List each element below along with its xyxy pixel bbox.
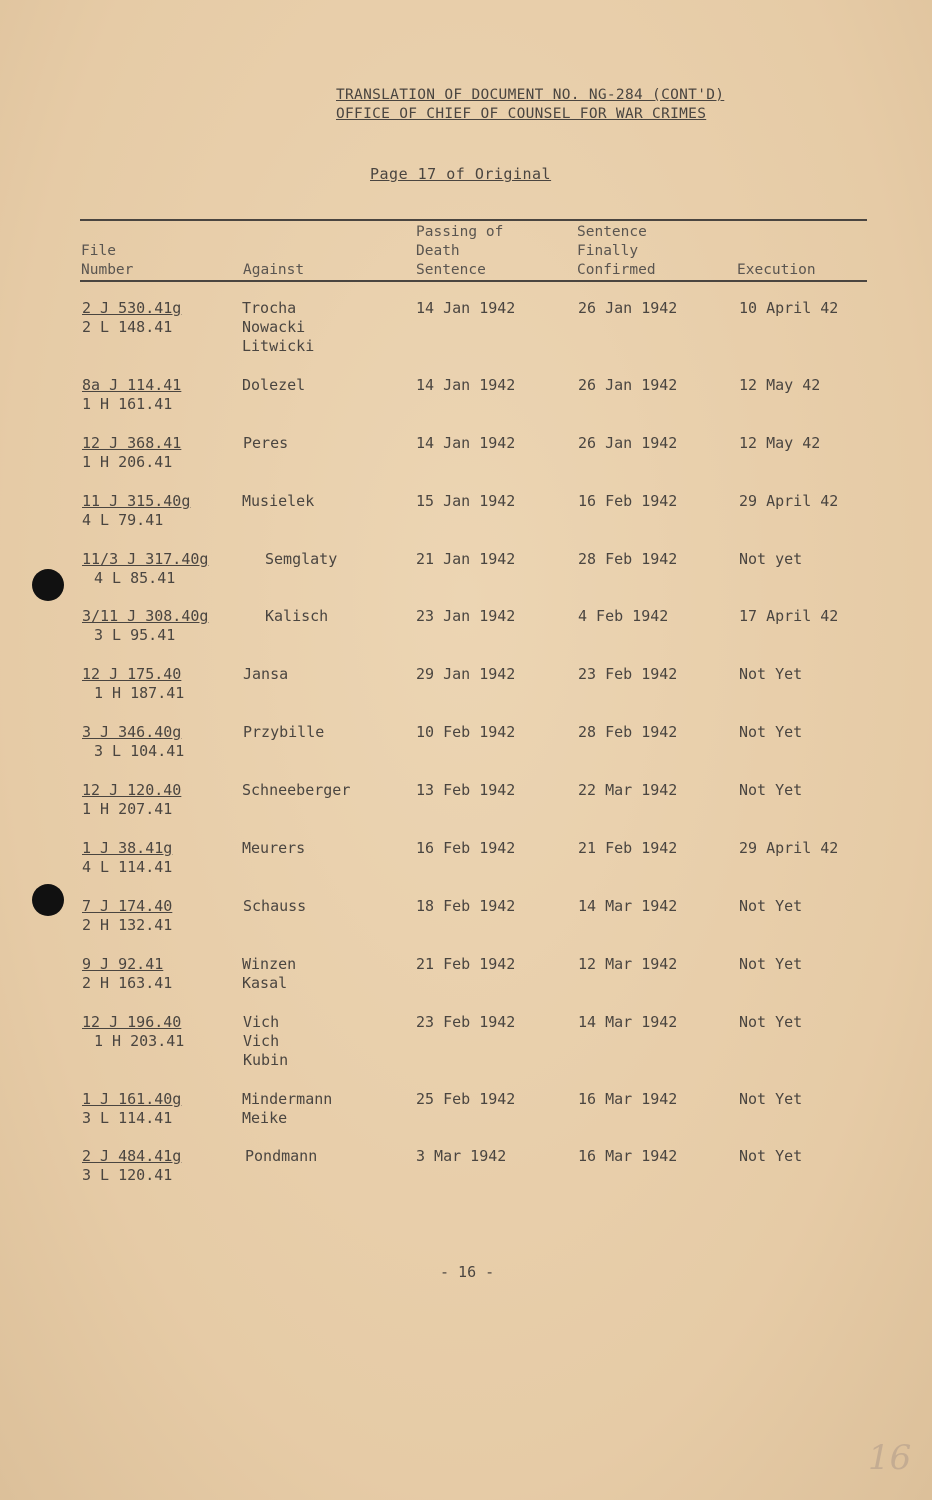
file-number-primary: 1 J 38.41g — [82, 839, 173, 857]
file-number-primary: 12 J 175.40 — [82, 665, 182, 683]
column-header-file-number: File Number — [81, 243, 134, 278]
file-number-primary: 11/3 J 317.40g — [82, 550, 209, 568]
column-header-execution: Execution — [737, 262, 816, 278]
file-number-primary: 3/11 J 308.40g — [82, 607, 209, 625]
file-number-secondary: 2 H 132.41 — [82, 916, 173, 934]
confirmed-date: 26 Jan 1942 — [578, 434, 678, 452]
defendant-names: Musielek — [242, 492, 315, 510]
execution-status: 12 May 42 — [739, 434, 821, 452]
confirmed-date: 28 Feb 1942 — [578, 550, 678, 568]
execution-status: Not Yet — [739, 1013, 803, 1031]
confirmed-date: 26 Jan 1942 — [578, 376, 678, 394]
file-number-primary: 7 J 174.40 — [82, 897, 173, 915]
column-header-passing: Passing of Death Sentence — [416, 224, 504, 278]
confirmed-date: 12 Mar 1942 — [578, 955, 678, 973]
table-top-rule — [80, 219, 867, 221]
file-number-secondary: 1 H 161.41 — [82, 395, 173, 413]
defendant-names: Semglaty — [265, 550, 338, 568]
passing-date: 14 Jan 1942 — [416, 299, 516, 317]
passing-date: 13 Feb 1942 — [416, 781, 516, 799]
confirmed-date: 22 Mar 1942 — [578, 781, 678, 799]
execution-status: 10 April 42 — [739, 299, 839, 317]
file-number-secondary: 3 L 104.41 — [94, 742, 185, 760]
file-number-secondary: 4 L 114.41 — [82, 858, 173, 876]
execution-status: Not yet — [739, 550, 803, 568]
file-number-primary: 9 J 92.41 — [82, 955, 164, 973]
confirmed-date: 14 Mar 1942 — [578, 1013, 678, 1031]
passing-date: 21 Jan 1942 — [416, 550, 516, 568]
file-number-secondary: 1 H 203.41 — [94, 1032, 185, 1050]
confirmed-date: 26 Jan 1942 — [578, 299, 678, 317]
execution-status: Not Yet — [739, 665, 803, 683]
confirmed-date: 28 Feb 1942 — [578, 723, 678, 741]
passing-date: 14 Jan 1942 — [416, 376, 516, 394]
passing-date: 3 Mar 1942 — [416, 1147, 507, 1165]
header-line-1: TRANSLATION OF DOCUMENT NO. NG-284 (CONT'D) — [336, 87, 725, 103]
defendant-names: Trocha Nowacki Litwicki — [242, 299, 315, 355]
file-number-primary: 3 J 346.40g — [82, 723, 182, 741]
file-number-primary: 1 J 161.40g — [82, 1090, 182, 1108]
defendant-names: Pondmann — [245, 1147, 318, 1165]
execution-status: Not Yet — [739, 955, 803, 973]
confirmed-date: 16 Mar 1942 — [578, 1090, 678, 1108]
file-number-secondary: 3 L 95.41 — [94, 626, 176, 644]
execution-status: 29 April 42 — [739, 839, 839, 857]
passing-date: 16 Feb 1942 — [416, 839, 516, 857]
defendant-names: Schauss — [243, 897, 307, 915]
file-number-primary: 2 J 484.41g — [82, 1147, 182, 1165]
execution-status: 17 April 42 — [739, 607, 839, 625]
confirmed-date: 14 Mar 1942 — [578, 897, 678, 915]
defendant-names: Peres — [243, 434, 289, 452]
confirmed-date: 23 Feb 1942 — [578, 665, 678, 683]
execution-status: Not Yet — [739, 723, 803, 741]
execution-status: 12 May 42 — [739, 376, 821, 394]
file-number-primary: 12 J 120.40 — [82, 781, 182, 799]
file-number-primary: 11 J 315.40g — [82, 492, 191, 510]
execution-status: Not Yet — [739, 1090, 803, 1108]
file-number-secondary: 2 H 163.41 — [82, 974, 173, 992]
passing-date: 15 Jan 1942 — [416, 492, 516, 510]
file-number-primary: 2 J 530.41g — [82, 299, 182, 317]
punch-hole — [32, 569, 64, 601]
file-number-secondary: 4 L 85.41 — [94, 569, 176, 587]
defendant-names: Jansa — [243, 665, 289, 683]
handwritten-page-mark: 16 — [868, 1438, 912, 1478]
file-number-secondary: 3 L 114.41 — [82, 1109, 173, 1127]
file-number-secondary: 1 H 187.41 — [94, 684, 185, 702]
header-line-2: OFFICE OF CHIEF OF COUNSEL FOR WAR CRIMES — [336, 106, 707, 122]
defendant-names: Schneeberger — [242, 781, 351, 799]
table-header-rule — [80, 280, 867, 282]
document-header — [336, 86, 724, 124]
defendant-names: Przybille — [243, 723, 325, 741]
defendant-names: Vich Vich Kubin — [243, 1013, 289, 1069]
passing-date: 18 Feb 1942 — [416, 897, 516, 915]
passing-date: 21 Feb 1942 — [416, 955, 516, 973]
execution-status: 29 April 42 — [739, 492, 839, 510]
execution-status: Not Yet — [739, 781, 803, 799]
defendant-names: Meurers — [242, 839, 306, 857]
file-number-primary: 12 J 196.40 — [82, 1013, 182, 1031]
file-number-secondary: 3 L 120.41 — [82, 1166, 173, 1184]
passing-date: 14 Jan 1942 — [416, 434, 516, 452]
file-number-primary: 12 J 368.41 — [82, 434, 182, 452]
column-header-against: Against — [243, 262, 305, 278]
execution-status: Not Yet — [739, 1147, 803, 1165]
confirmed-date: 21 Feb 1942 — [578, 839, 678, 857]
passing-date: 10 Feb 1942 — [416, 723, 516, 741]
page-number: - 16 - — [440, 1263, 495, 1281]
passing-date: 23 Jan 1942 — [416, 607, 516, 625]
passing-date: 25 Feb 1942 — [416, 1090, 516, 1108]
defendant-names: Mindermann Meike — [242, 1090, 333, 1127]
confirmed-date: 16 Feb 1942 — [578, 492, 678, 510]
file-number-secondary: 1 H 207.41 — [82, 800, 173, 818]
passing-date: 23 Feb 1942 — [416, 1013, 516, 1031]
defendant-names: Kalisch — [265, 607, 329, 625]
passing-date: 29 Jan 1942 — [416, 665, 516, 683]
punch-hole — [32, 884, 64, 916]
column-header-confirmed: Sentence Finally Confirmed — [577, 224, 656, 278]
page-title: Page 17 of Original — [370, 165, 552, 183]
defendant-names: Dolezel — [242, 376, 306, 394]
confirmed-date: 4 Feb 1942 — [578, 607, 669, 625]
file-number-secondary: 1 H 206.41 — [82, 453, 173, 471]
file-number-primary: 8a J 114.41 — [82, 376, 182, 394]
execution-status: Not Yet — [739, 897, 803, 915]
file-number-secondary: 2 L 148.41 — [82, 318, 173, 336]
defendant-names: Winzen Kasal — [242, 955, 297, 992]
confirmed-date: 16 Mar 1942 — [578, 1147, 678, 1165]
file-number-secondary: 4 L 79.41 — [82, 511, 164, 529]
